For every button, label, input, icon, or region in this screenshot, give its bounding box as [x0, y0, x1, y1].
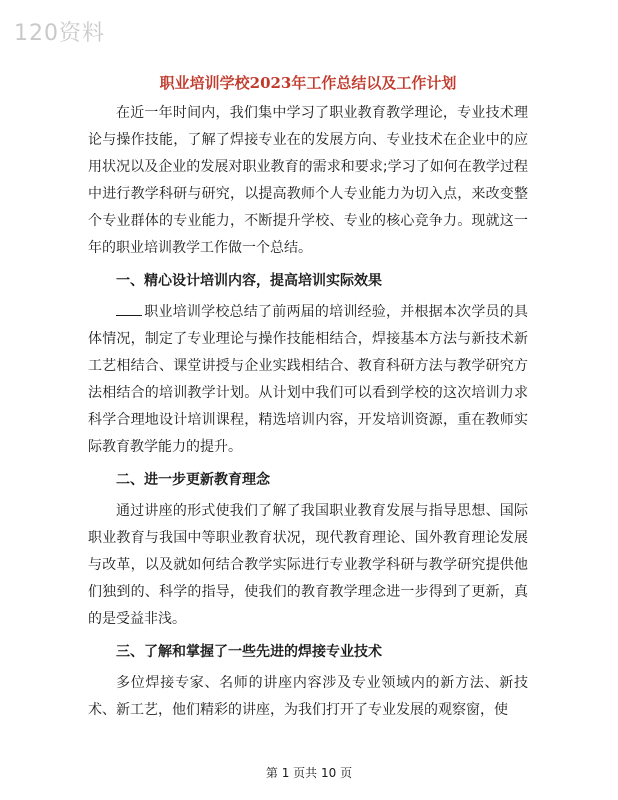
section-body-3: 多位焊接专家、名师的讲座内容涉及专业领域内的新方法、新技术、新工艺，他们精彩的讲座，为我们打开了专业发展的观察窗，使 — [88, 675, 528, 718]
intro-paragraph: 在近一年时间内，我们集中学习了职业教育教学理论，专业技术理论与操作技能，了解了焊接专业在的发展方向、专业技术在企业中的应用状况以及企业的发展对职业教育的需求和要求;学习了如何在教学过程中进行教学科研与研究，以提高教师个人专业能力为切入点，来改变整个专业群体的专业能力，不断提升学校、专业的核心竞争力。现就这一年的职业培训教学工作做一个总结。 — [88, 105, 528, 256]
section-body-1 — [88, 299, 528, 461]
page-footer: 第 1 页共 10 页 — [265, 766, 353, 780]
section-heading-3: 三、了解和掌握了一些先进的焊接专业技术 — [116, 644, 382, 660]
fill-blank-line — [116, 301, 142, 316]
document-page — [88, 72, 528, 724]
document-title: 职业培训学校2023年工作总结以及工作计划 — [159, 74, 457, 92]
section-heading-1: 一、精心设计培训内容，提高培训实际效果 — [116, 273, 382, 289]
section-body-1-text: 职业培训学校总结了前两届的培训经验，并根据本次学员的具体情况，制定了专业理论与操作技能相结合，焊接基本方法与新技术新工艺相结合、课堂讲授与企业实践相结合、教育科研方法与教学研究方法相结合的培训教学计划。从计划中我们可以看到学校的这次培训力求科学合理地设计培训课程，精选培训内容，开发培训资源，重在教师实际教育教学能力的提升。 — [88, 304, 528, 455]
section-body-2: 通过讲座的形式使我们了解了我国职业教育发展与指导思想、国际职业教育与我国中等职业教育状况，现代教育理论、国外教育理论发展与改革，以及就如何结合教学实际进行专业教学科研与教学研究提供他们独到的、科学的指导，使我们的教育教学理念进一步得到了更新，真的是受益非浅。 — [88, 503, 528, 627]
section-heading-2: 二、进一步更新教育理念 — [116, 472, 270, 488]
watermark-logo: 120资料 — [14, 21, 105, 46]
